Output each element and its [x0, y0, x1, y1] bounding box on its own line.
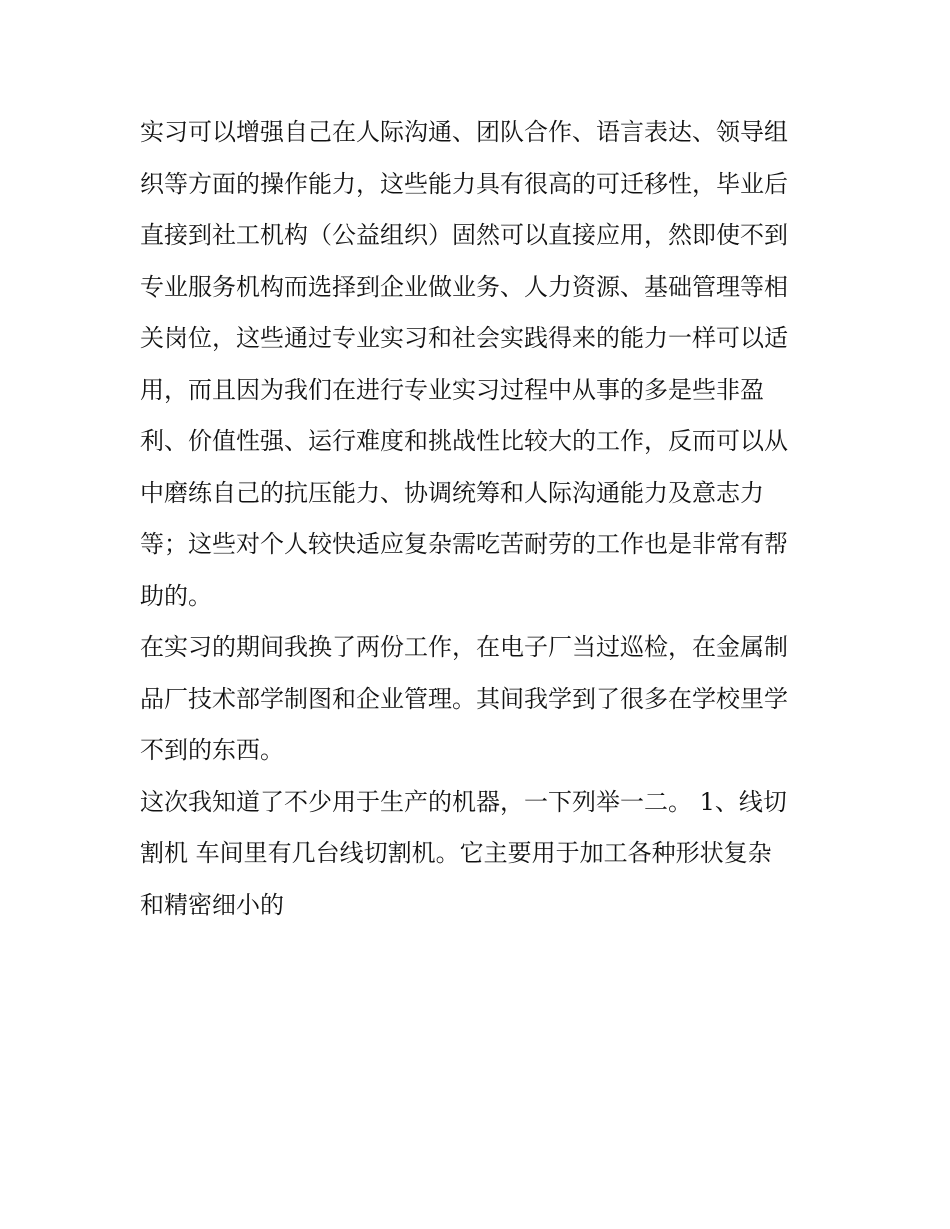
- text-line: 用，而且因为我们在进行专业实习过程中从事的多是些非盈: [140, 375, 764, 404]
- text-line: 关岗位，这些通过专业实习和社会实践得来的能力一样可以适: [140, 324, 788, 352]
- text-line: 这次我知道了不少用于生产的机器，一下列举一二。 1、线切: [140, 787, 787, 816]
- text-line: 利、价值性强、运行难度和挑战性比较大的工作，反而可以从: [140, 427, 788, 455]
- text-line: 助的。: [140, 581, 212, 610]
- text-line: 直接到社工机构（公益组织）固然可以直接应用，然即使不到: [140, 221, 788, 249]
- text-line: 实习可以增强自己在人际沟通、团队合作、语言表达、领导组: [140, 118, 788, 146]
- text-line: 专业服务机构而选择到企业做业务、人力资源、基础管理等相: [140, 272, 788, 301]
- text-line: 织等方面的操作能力，这些能力具有很高的可迁移性，毕业后: [140, 169, 788, 198]
- paragraph-machines: [140, 777, 820, 932]
- text-line: 割机 车间里有几台线切割机。它主要用于加工各种形状复杂: [140, 839, 772, 867]
- paragraph-internship-skills: [140, 107, 820, 622]
- text-line: 等；这些对个人较快适应复杂需吃苦耐劳的工作也是非常有帮: [140, 530, 788, 558]
- paragraph-two-jobs: [140, 622, 820, 777]
- body-text: [140, 107, 820, 931]
- text-line: 品厂技术部学制图和企业管理。其间我学到了很多在学校里学: [140, 684, 788, 713]
- text-line: 在实习的期间我换了两份工作，在电子厂当过巡检，在金属制: [140, 633, 788, 661]
- text-line: 和精密细小的: [140, 890, 284, 919]
- text-line: 中磨练自己的抗压能力、协调统筹和人际沟通能力及意志力: [140, 478, 764, 507]
- text-line: 不到的东西。: [140, 736, 284, 764]
